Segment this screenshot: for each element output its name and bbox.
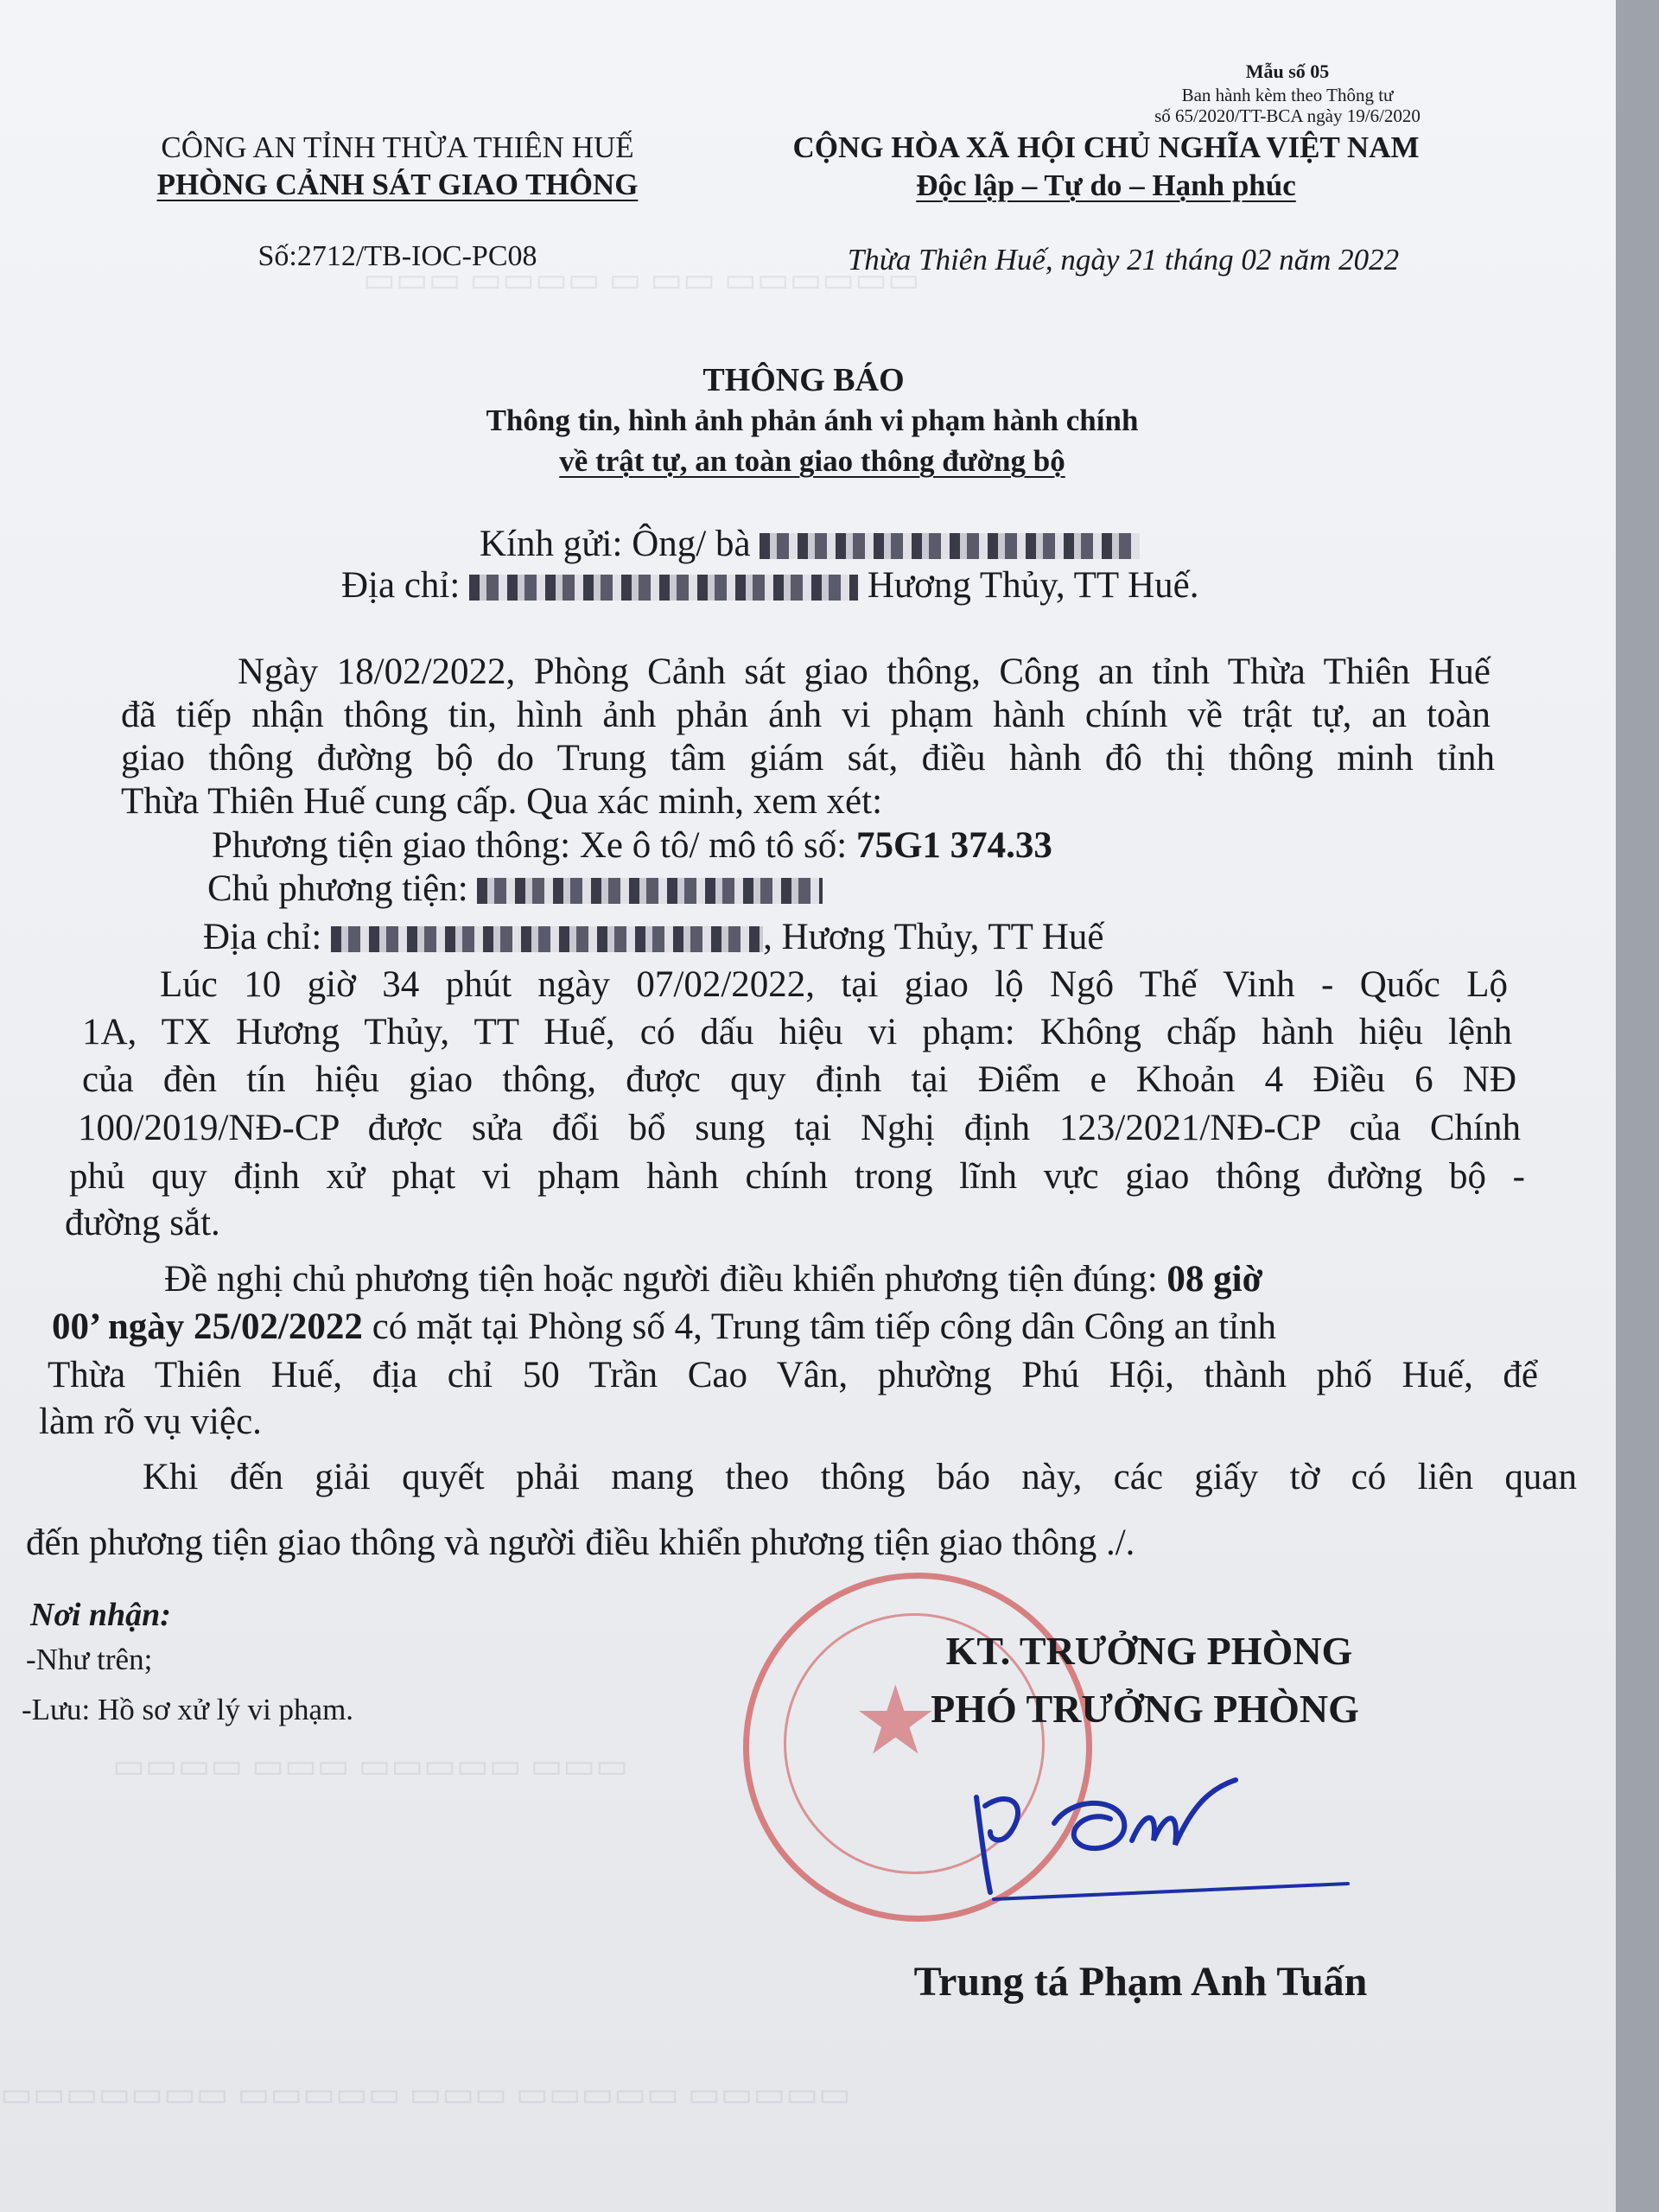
- paragraph-line: Lúc 10 giờ 34 phút ngày 07/02/2022, tại giao lộ Ngô Thế Vinh - Quốc Lộ: [160, 964, 1508, 1005]
- handwritten-signature: [959, 1771, 1357, 1901]
- form-code: Mẫu số 05: [1245, 60, 1330, 82]
- page-edge: [1616, 0, 1659, 2212]
- owner-address-line: Địa chỉ: , Hương Thủy, TT Huế: [203, 917, 1104, 957]
- signature-title-1: KT. TRƯỞNG PHÒNG: [945, 1629, 1353, 1673]
- paragraph-line: giao thông đường bộ do Trung tâm giám sát, điều hành đô thị thông minh tỉnh: [121, 738, 1495, 779]
- bleed-through-text: ▭▭▭▭ ▭▭▭ ▭▭▭▭▭ ▭▭▭: [112, 1746, 628, 1785]
- recipient-item: -Lưu: Hồ sơ xử lý vi phạm.: [22, 1693, 354, 1726]
- recipient-address: Địa chỉ: Hương Thủy, TT Huế.: [341, 565, 1199, 606]
- paragraph-line: 100/2019/NĐ-CP được sửa đổi bổ sung tại Nghị định 123/2021/NĐ-CP của Chính: [78, 1108, 1521, 1148]
- paragraph-line: Thừa Thiên Huế cung cấp. Qua xác minh, xem xét:: [121, 781, 883, 822]
- paragraph-line: đã tiếp nhận thông tin, hình ảnh phản ánh vi phạm hành chính về trật tự, an toàn: [121, 695, 1491, 735]
- paragraph-line: 1A, TX Hương Thủy, TT Huế, có dấu hiệu vi phạm: Không chấp hành hiệu lệnh: [82, 1012, 1512, 1052]
- bleed-through-text: ▭▭▭▭▭▭▭ ▭▭▭▭▭ ▭▭▭ ▭▭▭▭▭ ▭▭▭▭▭: [0, 2075, 851, 2113]
- nation-name: CỘNG HÒA XÃ HỘI CHỦ NGHĨA VIỆT NAM: [792, 130, 1420, 164]
- form-circular: số 65/2020/TT-BCA ngày 19/6/2020: [1154, 105, 1421, 126]
- document-number: Số:2712/TB-IOC-PC08: [257, 240, 537, 272]
- document-subtitle-2: về trật tự, an toàn giao thông đường bộ: [559, 444, 1065, 478]
- signer-name: Trung tá Phạm Anh Tuấn: [913, 1959, 1368, 2005]
- recipient-greeting: Kính gửi: Ông/ bà: [480, 525, 1140, 563]
- seal-star-icon: ★: [853, 1669, 938, 1774]
- paragraph-line: Thừa Thiên Huế, địa chỉ 50 Trần Cao Vân, phường Phú Hội, thành phố Huế, để: [48, 1355, 1538, 1395]
- paragraph-line: 00’ ngày 25/02/2022 có mặt tại Phòng số 4, Trung tâm tiếp công dân Công an tỉnh: [52, 1306, 1276, 1347]
- paragraph-line: Khi đến giải quyết phải mang theo thông báo này, các giấy tờ có liên quan: [143, 1457, 1577, 1497]
- redacted-owner-address: [331, 926, 763, 952]
- paragraph-line: của đèn tín hiệu giao thông, được quy định tại Điểm e Khoản 4 Điều 6 NĐ: [82, 1059, 1516, 1100]
- document-subtitle-1: Thông tin, hình ảnh phản ánh vi phạm hành chính: [486, 404, 1139, 437]
- bleed-through-text: ▭▭▭ ▭▭▭▭ ▭ ▭▭ ▭▭▭▭▭▭: [363, 260, 920, 299]
- paragraph-line: đến phương tiện giao thông và người điều khiển phương tiện giao thông ./.: [26, 1522, 1135, 1563]
- redacted-name: [760, 533, 1140, 559]
- document-title: THÔNG BÁO: [702, 362, 905, 398]
- paragraph-line: đường sắt.: [65, 1203, 220, 1243]
- agency-name: PHÒNG CẢNH SÁT GIAO THÔNG: [156, 168, 639, 201]
- paragraph-line: Đề nghị chủ phương tiện hoặc người điều khiển phương tiện đúng: 08 giờ: [164, 1259, 1263, 1300]
- vehicle-plate: 75G1 374.33: [855, 825, 1052, 866]
- national-motto: Độc lập – Tự do – Hạnh phúc: [916, 168, 1296, 202]
- agency-parent: CÔNG AN TỈNH THỪA THIÊN HUẾ: [161, 130, 634, 164]
- place-date: Thừa Thiên Huế, ngày 21 tháng 02 năm 2022: [847, 243, 1400, 276]
- recipient-item: -Như trên;: [26, 1643, 153, 1676]
- signature-title-2: PHÓ TRƯỞNG PHÒNG: [931, 1687, 1359, 1731]
- paragraph-line: Ngày 18/02/2022, Phòng Cảnh sát giao thông, Công an tỉnh Thừa Thiên Huế: [238, 652, 1491, 692]
- owner-line: Chủ phương tiện:: [207, 870, 823, 907]
- paragraph-line: phủ quy định xử phạt vi phạm hành chính trong lĩnh vực giao thông đường bộ -: [69, 1156, 1525, 1197]
- recipients-heading: Nơi nhận:: [30, 1597, 171, 1633]
- redacted-owner: [477, 878, 823, 904]
- vehicle-line: Phương tiện giao thông: Xe ô tô/ mô tô số: 75G1 374.33: [212, 825, 1052, 866]
- paragraph-line: làm rõ vụ việc.: [39, 1402, 262, 1442]
- form-issued-with: Ban hành kèm theo Thông tư: [1181, 85, 1394, 105]
- redacted-address: [469, 575, 858, 601]
